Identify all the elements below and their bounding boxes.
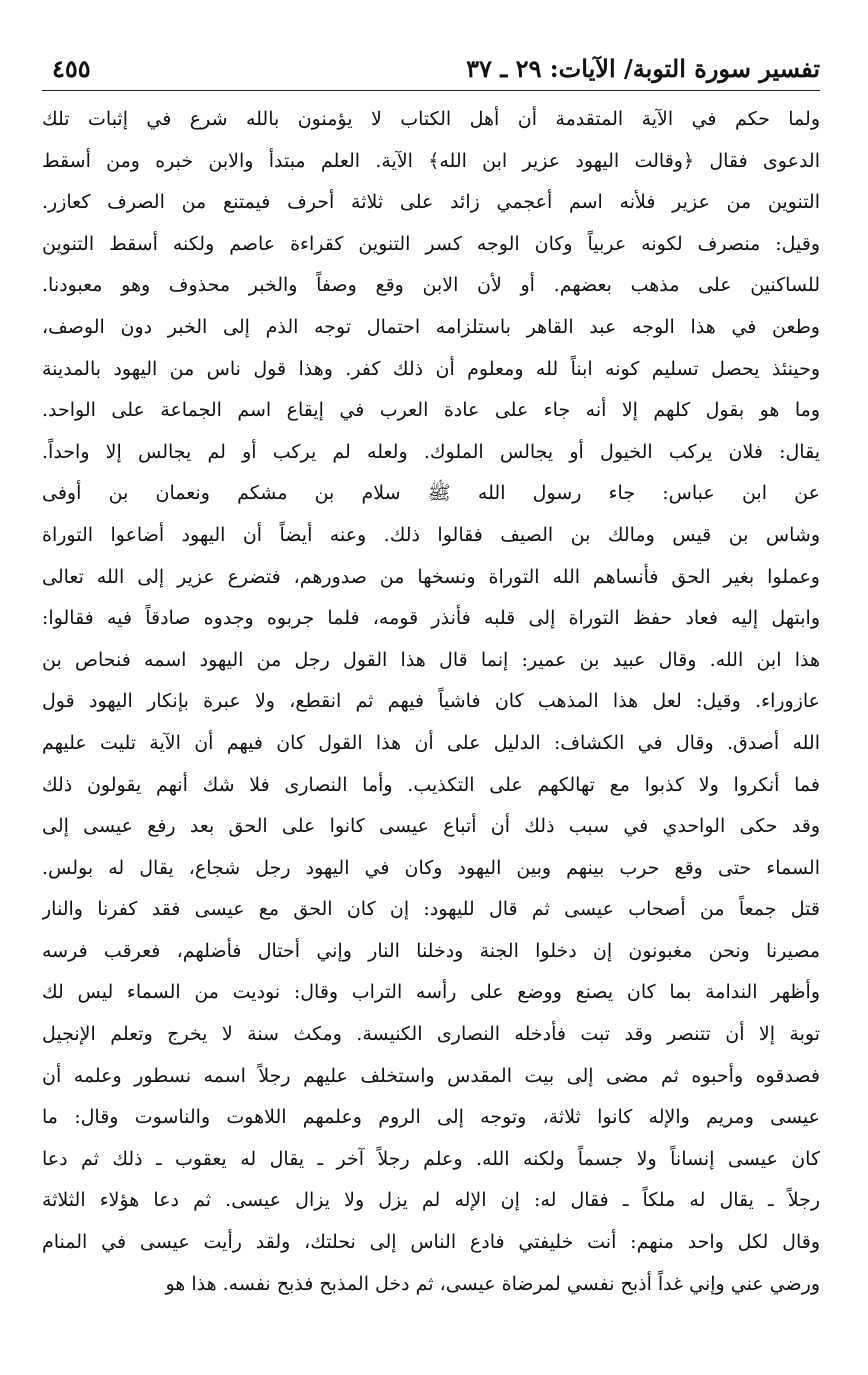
text-line: وقال لكل واحد منهم: أنت خليفتي فادع الناس إلى نحلتك، ولقد رأيت عيسى في المنام <box>42 1231 820 1254</box>
text-line: فما أنكروا ولا كذبوا مع تهالكهم على التكذيب. وأما النصارى فلا شك أنهم يقولون ذلك <box>42 773 820 796</box>
text-line: هذا ابن الله. وقال عبيد بن عمير: إنما قال هذا القول رجل من اليهود اسمه فنحاص بن <box>42 648 820 671</box>
text-line: وأظهر الندامة بما كان يصنع ووضع على رأسه التراب وقال: نوديت من السماء ليس لك <box>42 981 820 1004</box>
text-line: كان عيسى إنساناً ولا جسماً ولكنه الله. وعلم رجلاً آخر ـ يقال له يعقوب ـ ذلك ثم دعا <box>42 1147 820 1170</box>
text-line: وعملوا بغير الحق فأنساهم الله التوراة ونسخها من صدورهم، فتضرع عزير إلى الله تعالى <box>42 565 820 588</box>
text-line: الله أصدق. وقال في الكشاف: الدليل على أن هذا القول كان فيهم أن الآية تليت عليهم <box>42 731 820 754</box>
text-line: التنوين من عزير فلأنه اسم أعجمي زائد على ثلاثة أحرف فيمتنع من الصرف كعازر. <box>42 191 820 214</box>
text-line: وحينئذ يحصل تسليم كونه ابناً لله ومعلوم أن ذلك كفر. وهذا قول ناس من اليهود بالمدينة <box>42 357 820 380</box>
text-line: عازوراء. وقيل: لعل هذا المذهب كان فاشياً فيهم ثم انقطع، ولا عبرة بإنكار اليهود قول <box>42 690 820 713</box>
text-line: ولما حكم في الآية المتقدمة أن أهل الكتاب لا يؤمنون بالله شرع في إثبات تلك <box>42 108 820 130</box>
text-line: قتل جمعاً من أصحاب عيسى ثم قال لليهود: إن كان الحق مع عيسى فقد كفرنا والنار <box>42 898 820 921</box>
text-line: وما هو بقول كلهم إلا أنه جاء على عادة العرب في إيقاع اسم الجماعة على الواحد. <box>42 399 820 422</box>
page-header <box>42 50 820 91</box>
text-line: عن ابن عباس: جاء رسول الله ﷺ سلام بن مشكم ونعمان بن أوفى <box>42 482 820 505</box>
text-line: وقيل: منصرف لكونه عربياً وكان الوجه كسر التنوين كقراءة عاصم ولكنه أسقط التنوين <box>42 232 820 255</box>
text-line: وطعن في هذا الوجه عبد القاهر باستلزامه احتمال توجه الذم إلى الخبر دون الوصف، <box>42 315 820 338</box>
text-line: وقد حكى الواحدي في سبب ذلك أن أتباع عيسى كانوا على الحق بعد رفع عيسى إلى <box>42 815 820 838</box>
running-title: تفسير سورة التوبة/ الآيات: ٢٩ ـ ٣٧ <box>466 54 820 83</box>
text-line: الدعوى فقال ﴿وقالت اليهود عزير ابن الله﴾ الآية. العلم مبتدأ والابن خبره ومن أسقط <box>42 149 820 172</box>
page-number: ٤٥٥ <box>52 54 91 83</box>
text-line: فصدقوه وأحبوه ثم مضى إلى بيت المقدس واستخلف عليهم رجلاً اسمه نسطور وعلمه أن <box>42 1064 820 1087</box>
book-page <box>42 50 820 1340</box>
text-line: رجلاً ـ يقال له ملكاً ـ فقال له: إن الإله لم يزل ولا يزال عيسى. ثم دعا هؤلاء الثلاثة <box>42 1189 820 1212</box>
text-line: للساكنين على مذهب بعضهم. أو لأن الابن وقع وصفاً والخبر محذوف وهو معبودنا. <box>42 274 820 297</box>
body-text <box>42 99 820 1305</box>
text-line: ورضي عني وإني غداً أذبح نفسي لمرضاة عيسى، ثم دخل المذبح فذبح نفسه. هذا هو <box>165 1272 820 1295</box>
text-line: السماء حتى وقع حرب بينهم وبين اليهود وكان في اليهود رجل شجاع، يقال له بولس. <box>42 856 820 879</box>
text-line: وشاس بن قيس ومالك بن الصيف فقالوا ذلك. وعنه أيضاً أن اليهود أضاعوا التوراة <box>42 523 820 546</box>
text-line: وابتهل إليه فعاد حفظ التوراة إلى قلبه فأنذر قومه، فلما جربوه وجدوه صادقاً فيه فقالوا: <box>42 607 820 630</box>
text-line: مصيرنا ونحن مغبونون إن دخلوا الجنة ودخلنا النار وإني أحتال فأضلهم، فعرقب فرسه <box>42 939 820 962</box>
text-line: يقال: فلان يركب الخيول أو يجالس الملوك. ولعله لم يركب أو لم يجالس إلا واحداً. <box>42 440 820 463</box>
text-line: توبة إلا أن تتنصر وقد تبت فأدخله النصارى الكنيسة. ومكث سنة لا يخرج وتعلم الإنجيل <box>42 1023 820 1046</box>
text-line: عيسى ومريم والإله كانوا ثلاثة، وتوجه إلى الروم وعلمهم اللاهوت والناسوت وقال: ما <box>42 1106 820 1129</box>
